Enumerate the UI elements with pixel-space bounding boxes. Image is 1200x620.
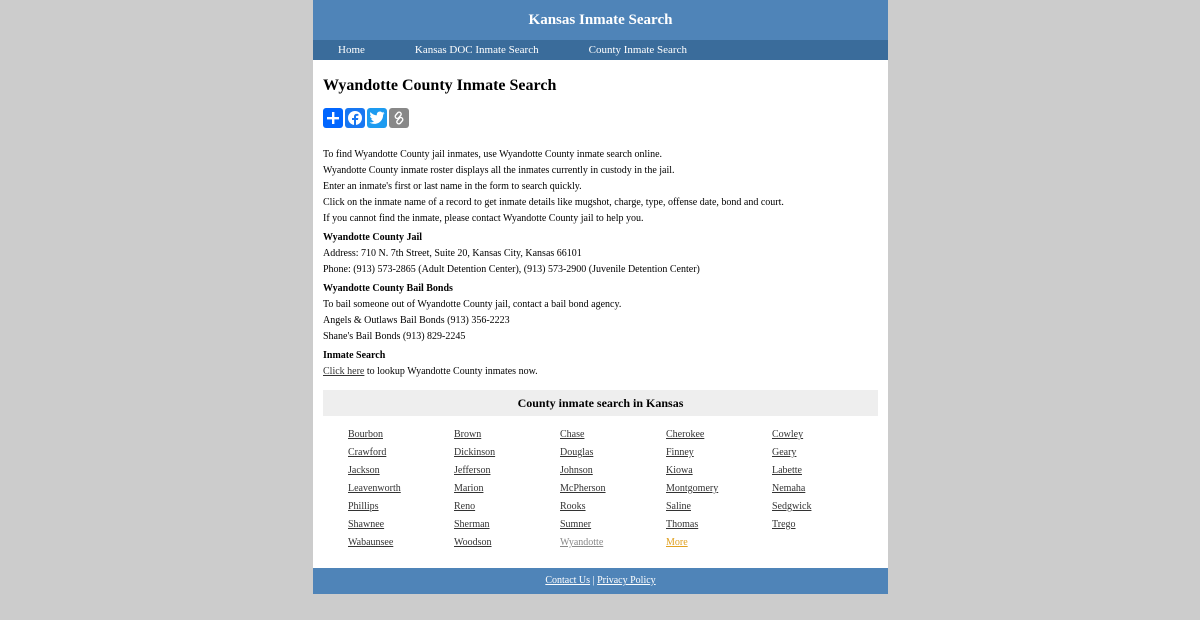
county-link[interactable]: Saline [666,501,691,512]
county-list-heading: County inmate search in Kansas [323,390,878,416]
county-link[interactable]: Sherman [454,519,490,530]
county-link[interactable]: Johnson [560,465,593,476]
county-link[interactable]: Chase [560,429,585,440]
privacy-policy-link[interactable]: Privacy Policy [597,575,656,586]
intro-line: To find Wyandotte County jail inmates, use Wyandotte County inmate search online. [323,149,663,160]
county-link[interactable]: Wabaunsee [348,537,394,548]
county-link[interactable]: Finney [666,447,694,458]
county-link[interactable]: Kiowa [666,465,693,476]
jail-address: Address: 710 N. 7th Street, Suite 20, Kansas City, Kansas 66101 [323,248,582,259]
nav-county-search-link[interactable]: County Inmate Search [588,44,687,56]
county-link[interactable]: Nemaha [772,483,806,494]
county-link[interactable]: Dickinson [454,447,496,458]
twitter-icon[interactable] [367,108,387,128]
footer-separator: | [590,575,598,586]
county-link[interactable]: Jefferson [454,465,491,476]
copy-link-icon[interactable] [389,108,409,128]
page-title: Wyandotte County Inmate Search [323,77,557,94]
county-link[interactable]: Cowley [772,429,804,440]
share-buttons [323,108,878,128]
county-link[interactable]: Sumner [560,519,592,530]
nav-home-link[interactable]: Home [338,44,365,56]
jail-phone: Phone: (913) 573-2865 (Adult Detention Center), (913) 573-2900 (Juvenile Detention Center) [323,264,700,275]
search-text: to lookup Wyandotte County inmates now. [364,366,538,377]
county-grid [323,426,878,552]
more-counties-link[interactable]: More [666,537,688,548]
intro-paragraph [323,147,878,227]
bail-line: To bail someone out of Wyandotte County jail, contact a bail bond agency. [323,299,622,310]
county-link[interactable]: Thomas [666,519,699,530]
intro-line: Click on the inmate name of a record to get inmate details like mugshot, charge, type, offense date, bond and court. [323,197,784,208]
county-link[interactable]: Marion [454,483,484,494]
county-link[interactable]: Phillips [348,501,379,512]
county-link[interactable]: Reno [454,501,476,512]
county-link[interactable]: Bourbon [348,429,383,440]
site-title: Kansas Inmate Search [528,12,673,28]
main-content [313,60,888,552]
share-plus-icon[interactable] [323,108,343,128]
intro-line: Wyandotte County inmate roster displays all the inmates currently in custody in the jail. [323,165,675,176]
county-link[interactable]: Brown [454,429,482,440]
nav-bar [313,40,888,60]
intro-line: Enter an inmate's first or last name in the form to search quickly. [323,181,582,192]
county-link[interactable]: Douglas [560,447,594,458]
county-link[interactable]: Cherokee [666,429,705,440]
site-header [313,0,888,40]
search-line [323,364,878,380]
county-link[interactable]: Crawford [348,447,387,458]
county-link[interactable]: Leavenworth [348,483,401,494]
page [313,0,888,594]
intro-line: If you cannot find the inmate, please contact Wyandotte County jail to help you. [323,213,644,224]
county-link[interactable]: Montgomery [666,483,719,494]
contact-us-link[interactable]: Contact Us [545,575,591,586]
county-link[interactable]: Trego [772,519,796,530]
county-link[interactable]: Geary [772,447,797,458]
bail-heading: Wyandotte County Bail Bonds [323,283,453,294]
county-link[interactable]: Rooks [560,501,586,512]
county-link[interactable]: Labette [772,465,802,476]
bail-line: Angels & Outlaws Bail Bonds (913) 356-2223 [323,315,510,326]
jail-heading: Wyandotte County Jail [323,232,423,243]
facebook-icon[interactable] [345,108,365,128]
nav-kansas-doc-link[interactable]: Kansas DOC Inmate Search [414,44,539,56]
county-link[interactable]: Woodson [454,537,492,548]
search-heading: Inmate Search [323,350,386,361]
bail-line: Shane's Bail Bonds (913) 829-2245 [323,331,466,342]
click-here-link[interactable]: Click here [323,366,365,377]
county-link[interactable]: Shawnee [348,519,385,530]
site-footer [313,568,888,594]
county-link-current[interactable]: Wyandotte [560,537,604,548]
county-link[interactable]: McPherson [560,483,606,494]
county-link[interactable]: Jackson [348,465,380,476]
county-link[interactable]: Sedgwick [772,501,812,512]
